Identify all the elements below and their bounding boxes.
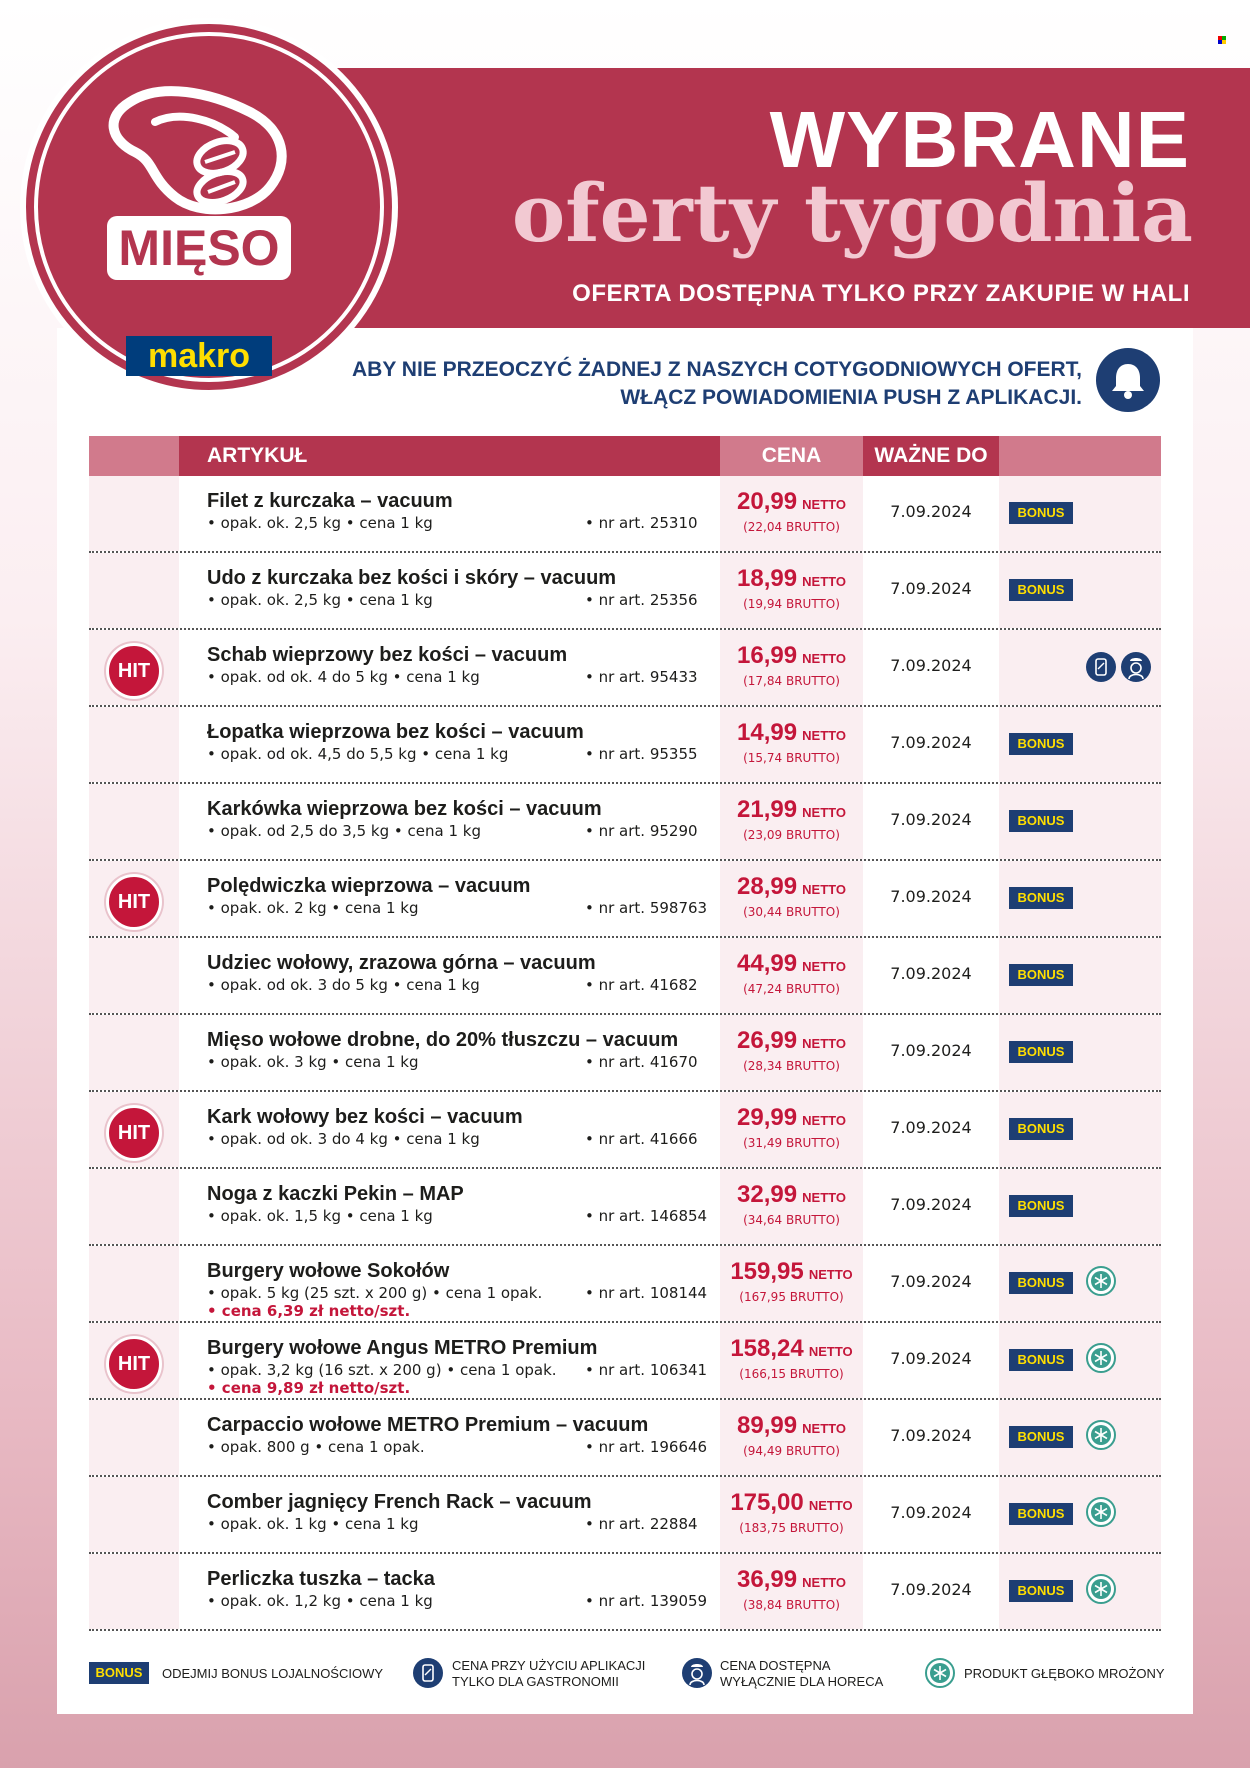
netto-label: NETTO xyxy=(808,1498,853,1513)
app-price-icon xyxy=(1086,652,1116,682)
product-detail: • opak. ok. 1,2 kg • cena 1 kg xyxy=(207,1592,433,1610)
bonus-cell xyxy=(999,1554,1161,1629)
table-row xyxy=(89,1246,1161,1323)
page-title: WYBRANE xyxy=(769,95,1190,184)
price-cell xyxy=(720,476,863,551)
push-notice xyxy=(352,356,1082,412)
price-cell xyxy=(720,1092,863,1167)
table-row xyxy=(89,476,1161,553)
row-flag-cell xyxy=(89,1477,179,1552)
netto-price xyxy=(720,1181,863,1209)
article-number: • nr art. 25310 xyxy=(585,514,698,532)
valid-cell xyxy=(863,707,999,782)
product-detail: • opak. od ok. 3 do 4 kg • cena 1 kg xyxy=(207,1130,480,1148)
netto-label: NETTO xyxy=(802,497,846,512)
product-name: Noga z kaczki Pekin – MAP xyxy=(207,1183,464,1205)
valid-cell xyxy=(863,1246,999,1321)
valid-cell xyxy=(863,1554,999,1629)
netto-label: NETTO xyxy=(802,805,846,820)
table-row xyxy=(89,630,1161,707)
brutto-price: (30,44 BRUTTO) xyxy=(743,905,840,919)
valid-cell xyxy=(863,476,999,551)
netto-price xyxy=(720,565,863,593)
snowflake-icon xyxy=(1086,1497,1116,1527)
brutto-price: (47,24 BRUTTO) xyxy=(743,982,840,996)
valid-date: 7.09.2024 xyxy=(890,502,972,521)
price-cell xyxy=(720,553,863,628)
hit-badge: HIT xyxy=(106,874,162,930)
table-row xyxy=(89,1477,1161,1554)
bonus-cell xyxy=(999,1246,1161,1321)
row-flag-cell xyxy=(89,1246,179,1321)
article-number: • nr art. 139059 xyxy=(585,1592,708,1610)
valid-date: 7.09.2024 xyxy=(890,579,972,598)
netto-label: NETTO xyxy=(802,1190,846,1205)
netto-label: NETTO xyxy=(802,1113,846,1128)
legend-frozen-text: PRODUKT GŁĘBOKO MROŻONY xyxy=(964,1666,1165,1681)
page-title-script: oferty tygodnia xyxy=(511,166,1193,260)
price-cell xyxy=(720,1400,863,1475)
brutto-price: (34,64 BRUTTO) xyxy=(743,1213,840,1227)
price-cell xyxy=(720,938,863,1013)
push-notice-line1: ABY NIE PRZEOCZYĆ ŻADNEJ Z NASZYCH COTYGODNIOWYCH OFERT, xyxy=(352,358,1082,381)
netto-value: 18,99 xyxy=(737,565,798,592)
netto-price xyxy=(720,1489,863,1517)
price-cell xyxy=(720,1323,863,1398)
netto-price xyxy=(720,873,863,901)
article-number: • nr art. 106341 xyxy=(585,1361,708,1379)
product-name: Mięso wołowe drobne, do 20% tłuszczu – vacuum xyxy=(207,1029,679,1051)
article-number: • nr art. 22884 xyxy=(585,1515,698,1533)
table-row xyxy=(89,1323,1161,1400)
price-cell xyxy=(720,1169,863,1244)
article-number: • nr art. 108144 xyxy=(585,1284,708,1302)
netto-price xyxy=(720,1566,863,1594)
app-price-icon xyxy=(413,1658,443,1688)
netto-label: NETTO xyxy=(802,651,846,666)
table-row xyxy=(89,1092,1161,1169)
netto-price xyxy=(720,1258,863,1286)
product-detail: • opak. ok. 2 kg • cena 1 kg xyxy=(207,899,419,917)
netto-label: NETTO xyxy=(808,1267,853,1282)
bonus-cell xyxy=(999,630,1161,705)
chef-icon xyxy=(1121,652,1151,682)
bonus-cell xyxy=(999,1015,1161,1090)
product-name: Filet z kurczaka – vacuum xyxy=(207,490,453,512)
netto-price xyxy=(720,1027,863,1055)
bonus-cell xyxy=(999,1323,1161,1398)
category-label: MIĘSO xyxy=(107,216,291,280)
valid-date: 7.09.2024 xyxy=(890,1041,972,1060)
row-flag-cell xyxy=(89,476,179,551)
article-number: • nr art. 196646 xyxy=(585,1438,708,1456)
product-name: Udziec wołowy, zrazowa górna – vacuum xyxy=(207,952,596,974)
valid-cell xyxy=(863,1400,999,1475)
bonus-tag: BONUS xyxy=(1009,733,1073,755)
bonus-cell xyxy=(999,476,1161,551)
netto-label: NETTO xyxy=(802,882,846,897)
netto-value: 36,99 xyxy=(737,1566,798,1593)
netto-value: 28,99 xyxy=(737,873,798,900)
article-number: • nr art. 41666 xyxy=(585,1130,698,1148)
row-flag-cell xyxy=(89,784,179,859)
article-number: • nr art. 95355 xyxy=(585,745,698,763)
price-cell xyxy=(720,1246,863,1321)
valid-cell xyxy=(863,938,999,1013)
product-name: Łopatka wieprzowa bez kości – vacuum xyxy=(207,721,584,743)
table-row xyxy=(89,1400,1161,1477)
corner-mark-icon xyxy=(1218,36,1226,44)
netto-label: NETTO xyxy=(802,728,846,743)
product-name: Schab wieprzowy bez kości – vacuum xyxy=(207,644,568,666)
row-flag-cell xyxy=(89,1169,179,1244)
bonus-cell xyxy=(999,1477,1161,1552)
netto-value: 26,99 xyxy=(737,1027,798,1054)
netto-value: 32,99 xyxy=(737,1181,798,1208)
table-row xyxy=(89,553,1161,630)
table-row xyxy=(89,1169,1161,1246)
snowflake-icon xyxy=(1086,1343,1116,1373)
table-row xyxy=(89,707,1161,784)
col-price: CENA xyxy=(761,444,822,467)
legend-app-text xyxy=(452,1658,645,1690)
brutto-price: (28,34 BRUTTO) xyxy=(743,1059,840,1073)
legend-horeca-line1: CENA DOSTĘPNA xyxy=(720,1658,831,1673)
bonus-tag: BONUS xyxy=(1009,502,1073,524)
legend-bonus-tag: BONUS xyxy=(89,1662,149,1684)
bonus-tag: BONUS xyxy=(1009,1580,1073,1602)
netto-value: 14,99 xyxy=(737,719,798,746)
netto-value: 175,00 xyxy=(730,1489,804,1516)
bell-icon[interactable] xyxy=(1096,348,1160,412)
netto-value: 44,99 xyxy=(737,950,798,977)
product-detail: • opak. ok. 3 kg • cena 1 kg xyxy=(207,1053,419,1071)
valid-date: 7.09.2024 xyxy=(890,1503,972,1522)
brutto-price: (167,95 BRUTTO) xyxy=(739,1290,844,1304)
snowflake-icon xyxy=(1086,1574,1116,1604)
unit-price-note: • cena 6,39 zł netto/szt. xyxy=(207,1302,411,1320)
brutto-price: (38,84 BRUTTO) xyxy=(743,1598,840,1612)
snowflake-icon xyxy=(925,1658,955,1688)
hit-badge: HIT xyxy=(106,1336,162,1392)
bonus-cell xyxy=(999,861,1161,936)
bonus-cell xyxy=(999,707,1161,782)
netto-value: 89,99 xyxy=(737,1412,798,1439)
valid-cell xyxy=(863,861,999,936)
push-notice-line2: WŁĄCZ POWIADOMIENIA PUSH Z APLIKACJI. xyxy=(620,386,1082,409)
bonus-tag: BONUS xyxy=(1009,579,1073,601)
unit-price-note: • cena 9,89 zł netto/szt. xyxy=(207,1379,411,1397)
hit-badge: HIT xyxy=(106,643,162,699)
bonus-tag: BONUS xyxy=(1009,1195,1073,1217)
valid-cell xyxy=(863,553,999,628)
valid-date: 7.09.2024 xyxy=(890,1118,972,1137)
netto-price xyxy=(720,1104,863,1132)
legend-horeca-line2: WYŁĄCZNIE DLA HORECA xyxy=(720,1674,884,1689)
valid-date: 7.09.2024 xyxy=(890,1272,972,1291)
product-name: Burgery wołowe Sokołów xyxy=(207,1260,450,1282)
netto-value: 158,24 xyxy=(730,1335,804,1362)
col-article: ARTYKUŁ xyxy=(207,444,308,467)
makro-logo: makro xyxy=(126,336,272,376)
bonus-cell xyxy=(999,938,1161,1013)
article-number: • nr art. 41670 xyxy=(585,1053,698,1071)
valid-cell xyxy=(863,1015,999,1090)
netto-price xyxy=(720,796,863,824)
snowflake-icon xyxy=(1086,1266,1116,1296)
netto-label: NETTO xyxy=(808,1344,853,1359)
chef-icon xyxy=(682,1658,712,1688)
legend-app-line1: CENA PRZY UŻYCIU APLIKACJI xyxy=(452,1658,646,1673)
netto-value: 29,99 xyxy=(737,1104,798,1131)
netto-label: NETTO xyxy=(802,1036,846,1051)
valid-date: 7.09.2024 xyxy=(890,656,972,675)
product-detail: • opak. od ok. 3 do 5 kg • cena 1 kg xyxy=(207,976,480,994)
netto-value: 20,99 xyxy=(737,488,798,515)
bonus-tag: BONUS xyxy=(1009,1272,1073,1294)
snowflake-icon xyxy=(1086,1420,1116,1450)
product-name: Carpaccio wołowe METRO Premium – vacuum xyxy=(207,1414,649,1436)
product-detail: • opak. 3,2 kg (16 szt. x 200 g) • cena 1 opak. xyxy=(207,1361,557,1379)
article-number: • nr art. 146854 xyxy=(585,1207,708,1225)
legend-app-line2: TYLKO DLA GASTRONOMII xyxy=(452,1674,619,1689)
bonus-tag: BONUS xyxy=(1009,1426,1073,1448)
table-row xyxy=(89,861,1161,938)
row-flag-cell xyxy=(89,553,179,628)
brutto-price: (22,04 BRUTTO) xyxy=(743,520,840,534)
product-detail: • opak. od ok. 4,5 do 5,5 kg • cena 1 kg xyxy=(207,745,509,763)
netto-label: NETTO xyxy=(802,1575,846,1590)
article-number: • nr art. 95290 xyxy=(585,822,698,840)
bonus-cell xyxy=(999,784,1161,859)
product-name: Burgery wołowe Angus METRO Premium xyxy=(207,1337,598,1359)
netto-label: NETTO xyxy=(802,959,846,974)
hit-badge: HIT xyxy=(106,1105,162,1161)
article-number: • nr art. 95433 xyxy=(585,668,698,686)
row-flag-cell xyxy=(89,938,179,1013)
netto-label: NETTO xyxy=(802,1421,846,1436)
netto-label: NETTO xyxy=(802,574,846,589)
brutto-price: (17,84 BRUTTO) xyxy=(743,674,840,688)
page-subtitle: OFERTA DOSTĘPNA TYLKO PRZY ZAKUPIE W HALI xyxy=(572,280,1190,307)
table-row xyxy=(89,784,1161,861)
bonus-cell xyxy=(999,1400,1161,1475)
price-cell xyxy=(720,1477,863,1552)
article-number: • nr art. 598763 xyxy=(585,899,708,917)
product-name: Perliczka tuszka – tacka xyxy=(207,1568,435,1590)
bonus-tag: BONUS xyxy=(1009,1118,1073,1140)
brutto-price: (94,49 BRUTTO) xyxy=(743,1444,840,1458)
bonus-cell xyxy=(999,1092,1161,1167)
article-number: • nr art. 41682 xyxy=(585,976,698,994)
brutto-price: (183,75 BRUTTO) xyxy=(739,1521,844,1535)
valid-cell xyxy=(863,1477,999,1552)
table-row xyxy=(89,1554,1161,1631)
row-flag-cell xyxy=(89,1400,179,1475)
netto-value: 16,99 xyxy=(737,642,798,669)
row-flag-cell xyxy=(89,1554,179,1629)
row-flag-cell xyxy=(89,1015,179,1090)
table-header xyxy=(89,436,1161,476)
brutto-price: (19,94 BRUTTO) xyxy=(743,597,840,611)
valid-cell xyxy=(863,1092,999,1167)
bonus-tag: BONUS xyxy=(1009,964,1073,986)
netto-price xyxy=(720,1335,863,1363)
valid-date: 7.09.2024 xyxy=(890,1195,972,1214)
product-detail: • opak. ok. 2,5 kg • cena 1 kg xyxy=(207,591,433,609)
netto-price xyxy=(720,488,863,516)
netto-price xyxy=(720,950,863,978)
bonus-tag: BONUS xyxy=(1009,887,1073,909)
bonus-tag: BONUS xyxy=(1009,1503,1073,1525)
brutto-price: (15,74 BRUTTO) xyxy=(743,751,840,765)
valid-date: 7.09.2024 xyxy=(890,733,972,752)
valid-date: 7.09.2024 xyxy=(890,1580,972,1599)
bonus-tag: BONUS xyxy=(1009,1041,1073,1063)
netto-price xyxy=(720,642,863,670)
netto-value: 21,99 xyxy=(737,796,798,823)
product-name: Comber jagnięcy French Rack – vacuum xyxy=(207,1491,592,1513)
product-detail: • opak. 5 kg (25 szt. x 200 g) • cena 1 opak. xyxy=(207,1284,543,1302)
product-detail: • opak. ok. 2,5 kg • cena 1 kg xyxy=(207,514,433,532)
price-cell xyxy=(720,1554,863,1629)
netto-price xyxy=(720,1412,863,1440)
product-detail: • opak. ok. 1,5 kg • cena 1 kg xyxy=(207,1207,433,1225)
bonus-cell xyxy=(999,1169,1161,1244)
brutto-price: (166,15 BRUTTO) xyxy=(739,1367,844,1381)
product-name: Kark wołowy bez kości – vacuum xyxy=(207,1106,523,1128)
valid-date: 7.09.2024 xyxy=(890,887,972,906)
table-row xyxy=(89,938,1161,1015)
legend-bonus-text: ODEJMIJ BONUS LOJALNOŚCIOWY xyxy=(162,1666,384,1681)
table-row xyxy=(89,1015,1161,1092)
valid-date: 7.09.2024 xyxy=(890,1349,972,1368)
product-detail: • opak. od ok. 4 do 5 kg • cena 1 kg xyxy=(207,668,480,686)
price-cell xyxy=(720,784,863,859)
valid-cell xyxy=(863,784,999,859)
product-detail: • opak. ok. 1 kg • cena 1 kg xyxy=(207,1515,419,1533)
netto-price xyxy=(720,719,863,747)
price-cell xyxy=(720,707,863,782)
valid-date: 7.09.2024 xyxy=(890,1426,972,1445)
product-name: Polędwiczka wieprzowa – vacuum xyxy=(207,875,531,897)
product-detail: • opak. 800 g • cena 1 opak. xyxy=(207,1438,425,1456)
netto-value: 159,95 xyxy=(730,1258,804,1285)
valid-date: 7.09.2024 xyxy=(890,964,972,983)
valid-cell xyxy=(863,1169,999,1244)
bonus-cell xyxy=(999,553,1161,628)
valid-date: 7.09.2024 xyxy=(890,810,972,829)
legend-horeca-text xyxy=(720,1658,883,1690)
article-number: • nr art. 25356 xyxy=(585,591,698,609)
offer-table xyxy=(89,436,1161,1631)
col-valid: WAŻNE DO xyxy=(874,444,988,467)
price-cell xyxy=(720,861,863,936)
brutto-price: (31,49 BRUTTO) xyxy=(743,1136,840,1150)
bonus-tag: BONUS xyxy=(1009,1349,1073,1371)
price-cell xyxy=(720,630,863,705)
brutto-price: (23,09 BRUTTO) xyxy=(743,828,840,842)
price-cell xyxy=(720,1015,863,1090)
product-detail: • opak. od 2,5 do 3,5 kg • cena 1 kg xyxy=(207,822,481,840)
product-name: Karkówka wieprzowa bez kości – vacuum xyxy=(207,798,602,820)
row-flag-cell xyxy=(89,707,179,782)
valid-cell xyxy=(863,630,999,705)
bonus-tag: BONUS xyxy=(1009,810,1073,832)
steak-icon xyxy=(100,82,300,222)
valid-cell xyxy=(863,1323,999,1398)
product-name: Udo z kurczaka bez kości i skóry – vacuum xyxy=(207,567,617,589)
